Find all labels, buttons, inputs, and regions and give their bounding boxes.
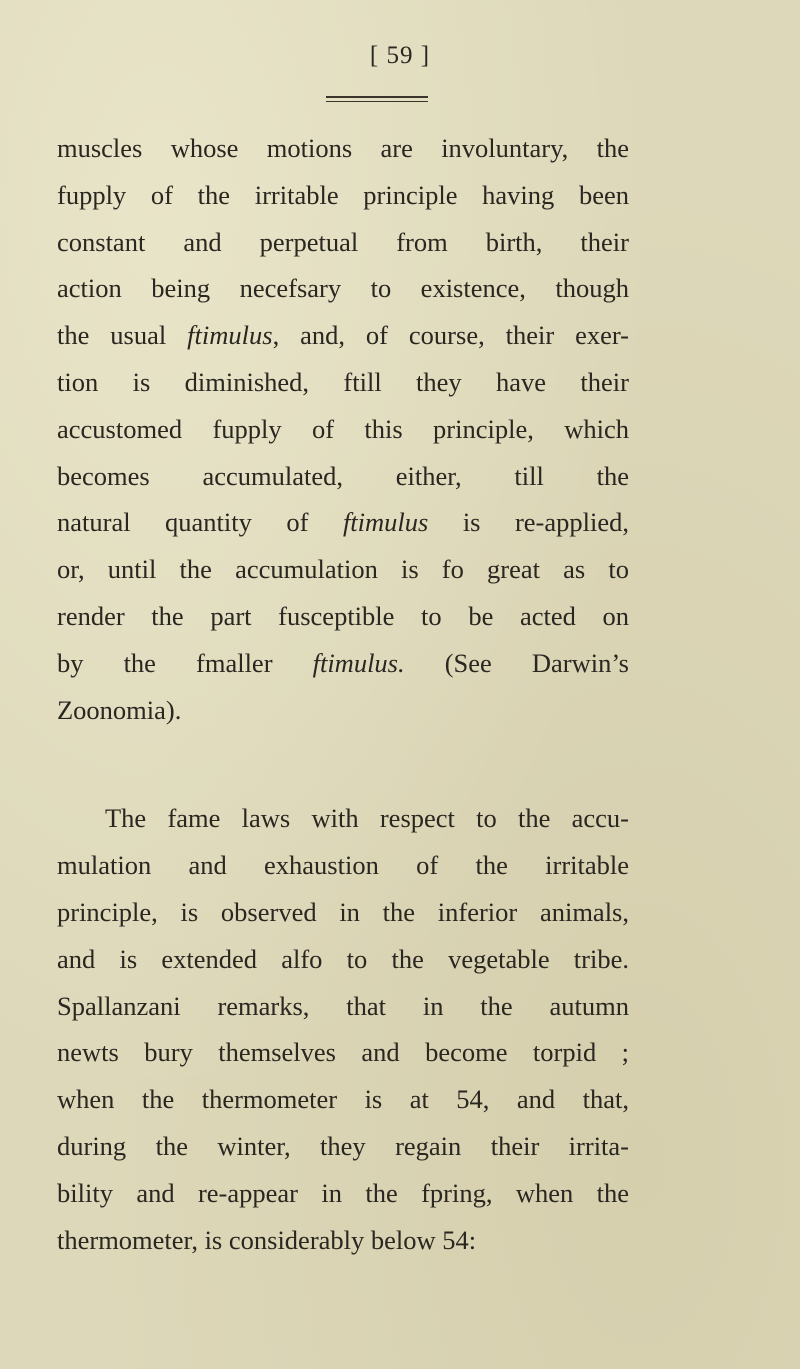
text-line	[57, 842, 629, 889]
text-segment: and is extended alfo to the vegetable tribe.	[57, 943, 629, 974]
text-segment: (See Darwin’s	[404, 647, 629, 678]
paragraph-gap	[57, 733, 629, 795]
text-line	[57, 312, 629, 359]
text-segment: principle, is observed in the inferior animals,	[57, 896, 629, 927]
text-line	[57, 406, 629, 453]
text-line	[57, 1123, 629, 1170]
text-line	[57, 172, 629, 219]
text-line	[57, 219, 629, 266]
text-line	[57, 983, 629, 1030]
text-segment: thermometer, is considerably below 54:	[57, 1224, 477, 1255]
italic-word: ftimulus.	[312, 647, 405, 678]
italic-word: ftimulus	[187, 320, 273, 351]
text-line	[57, 593, 629, 640]
text-segment: becomes accumulated, either, till the	[57, 460, 629, 491]
text-line	[57, 795, 629, 842]
text-segment: natural quantity of	[57, 507, 343, 538]
text-segment: accustomed fupply of this principle, which	[57, 413, 629, 444]
text-segment: is re-applied,	[428, 507, 630, 538]
text-segment: tion is diminished, ftill they have their	[57, 366, 629, 397]
text-line	[57, 359, 629, 406]
body-text	[57, 125, 629, 1263]
text-line	[57, 453, 629, 500]
text-line	[57, 125, 629, 172]
text-segment: bility and re-appear in the fpring, when the	[57, 1177, 629, 1208]
header-rule	[326, 96, 428, 102]
paragraph	[57, 795, 629, 1263]
text-segment: , and, of course, their exer-	[272, 320, 629, 351]
text-line	[57, 889, 629, 936]
text-segment: constant and perpetual from birth, their	[57, 226, 629, 257]
page-number: [ 59 ]	[369, 42, 431, 69]
text-segment: newts bury themselves and become torpid ;	[57, 1037, 629, 1068]
text-segment: muscles whose motions are involuntary, the	[57, 133, 629, 163]
text-segment: The fame laws with respect to the accu-	[105, 803, 629, 834]
text-segment: mulation and exhaustion of the irritable	[57, 850, 629, 881]
text-segment: Zoonomia).	[57, 694, 182, 725]
text-segment: action being necefsary to existence, though	[57, 273, 629, 304]
text-line	[57, 1217, 629, 1264]
text-line	[57, 265, 629, 312]
text-line	[57, 687, 629, 734]
text-line	[57, 1076, 629, 1123]
text-segment: fupply of the irritable principle having been	[57, 179, 629, 210]
text-segment: when the thermometer is at 54, and that,	[57, 1084, 629, 1115]
text-segment: render the part fusceptible to be acted on	[57, 600, 629, 631]
text-line	[57, 499, 629, 546]
text-line	[57, 1170, 629, 1217]
italic-word: ftimulus	[342, 507, 429, 538]
text-line	[57, 546, 629, 593]
text-segment: during the winter, they regain their irrita-	[57, 1130, 629, 1161]
text-segment: the usual	[57, 320, 188, 351]
text-segment: Spallanzani remarks, that in the autumn	[57, 990, 629, 1021]
text-line	[57, 1029, 629, 1076]
text-segment: by the fmaller	[57, 647, 313, 678]
paragraph	[57, 125, 629, 733]
text-segment: or, until the accumulation is fo great as to	[57, 554, 629, 585]
text-line	[57, 640, 629, 687]
text-line	[57, 936, 629, 983]
